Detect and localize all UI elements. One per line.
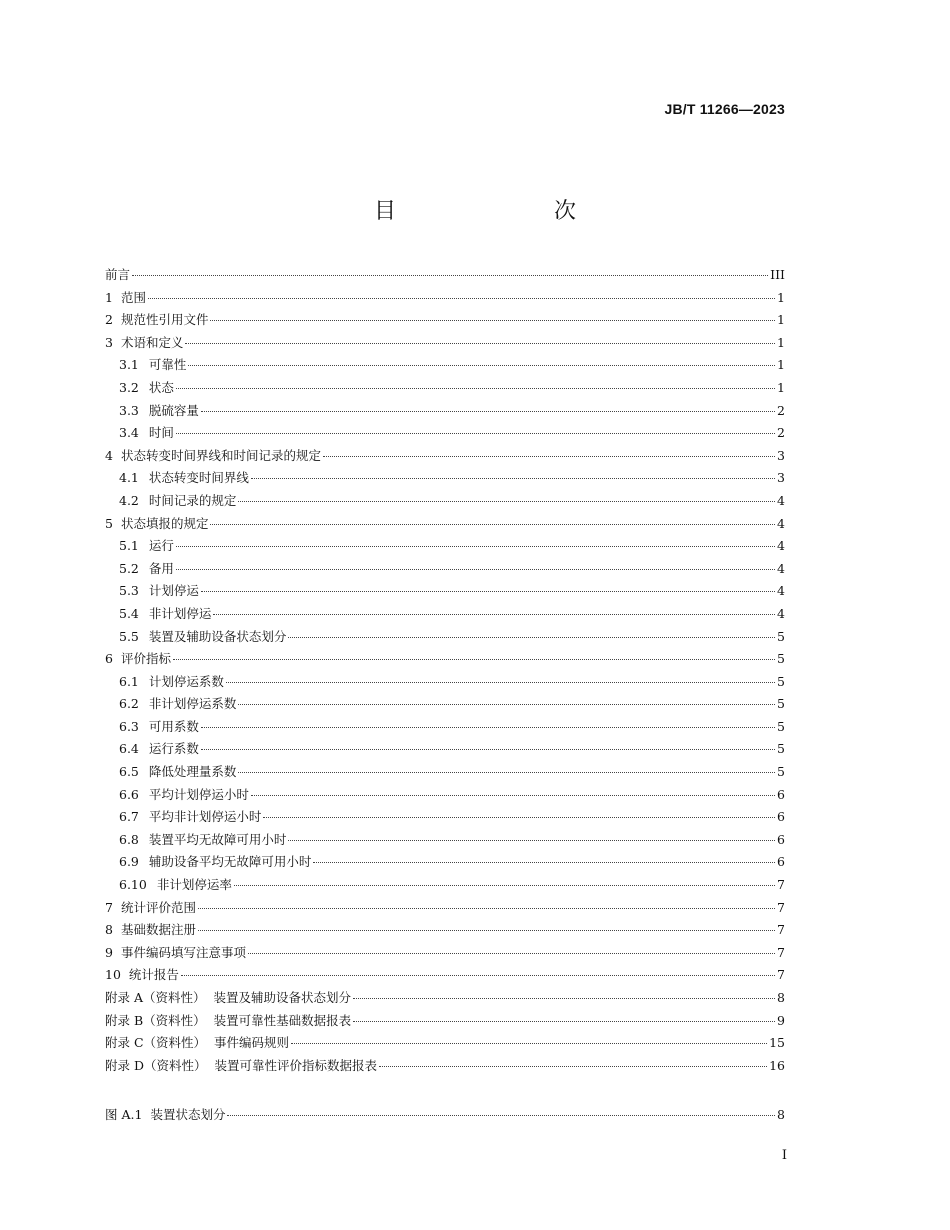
toc-entry-number: 6.9: [119, 854, 139, 870]
toc-entry-label: 辅助设备平均无故障可用小时: [148, 854, 312, 870]
toc-entry-number: 1: [105, 289, 113, 305]
toc-entry-page: 7: [777, 922, 785, 938]
toc-entry-page: 9: [777, 1012, 785, 1028]
toc-entry-label: 装置可靠性评价指标数据报表: [214, 1057, 378, 1073]
dot-leader: [251, 477, 775, 479]
toc-entry-page: 6: [777, 809, 785, 825]
toc-entry-label: 前言: [105, 267, 131, 282]
toc-entry[interactable]: [105, 1055, 785, 1078]
toc-entry-number: 2: [105, 312, 113, 328]
toc-entry-number: 3.1: [119, 357, 139, 373]
toc-entry[interactable]: [105, 851, 785, 874]
toc-entry[interactable]: [105, 354, 785, 377]
toc-entry-page: 3: [777, 447, 785, 463]
dot-leader: [201, 590, 775, 592]
toc-entry-label: 计划停运系数: [148, 673, 224, 689]
toc-entry[interactable]: [105, 580, 785, 603]
dot-leader: [248, 952, 775, 954]
toc-entry-number: 附录 B（资料性）: [105, 1012, 206, 1028]
toc-entry-label: 装置及辅助设备状态划分: [213, 990, 352, 1005]
toc-entry-label: 时间: [148, 425, 174, 441]
toc-entry-number: 6.10: [119, 877, 147, 893]
toc-entry[interactable]: [105, 1010, 785, 1033]
toc-entry-page: 7: [777, 877, 785, 893]
dot-leader: [176, 387, 775, 389]
toc-entry[interactable]: [105, 987, 785, 1010]
dot-leader: [323, 455, 775, 457]
toc-entry-number: 8: [105, 922, 113, 938]
toc-entry-number: 9: [105, 944, 113, 960]
toc-entry-page: 1: [777, 312, 785, 328]
dot-leader: [210, 319, 775, 321]
dot-leader: [201, 410, 775, 412]
table-of-contents: [105, 264, 785, 1077]
toc-entry[interactable]: [105, 287, 785, 310]
toc-entry-page: 2: [777, 425, 785, 441]
toc-entry-page: 8: [777, 1107, 785, 1122]
toc-entry[interactable]: [105, 806, 785, 829]
toc-entry-page: 5: [777, 628, 785, 644]
dot-leader: [132, 274, 768, 276]
page-number: I: [781, 1148, 787, 1163]
toc-entry-number: 3.2: [119, 379, 139, 395]
dot-leader: [251, 794, 775, 796]
dot-leader: [198, 907, 775, 909]
toc-entry-label: 平均非计划停运小时: [148, 809, 262, 825]
toc-entry-label: 范围: [120, 289, 146, 305]
toc-entry[interactable]: [105, 784, 785, 807]
toc-entry[interactable]: [105, 422, 785, 445]
toc-entry-page: 4: [777, 605, 785, 621]
toc-entry-page: 5: [777, 673, 785, 689]
toc-entry[interactable]: [105, 919, 785, 942]
dot-leader: [213, 613, 775, 615]
dot-leader: [176, 545, 775, 547]
toc-entry-number: 3.3: [119, 402, 139, 418]
toc-entry-number: 5.1: [119, 538, 139, 554]
dot-leader: [176, 568, 775, 570]
toc-entry-label: 可靠性: [148, 357, 187, 373]
toc-entry-page: 7: [777, 967, 785, 983]
toc-entry-label: 可用系数: [148, 718, 199, 734]
dot-leader: [227, 1114, 775, 1116]
toc-entry[interactable]: [105, 490, 785, 513]
toc-entry-page: 16: [769, 1057, 785, 1073]
toc-entry-label: 术语和定义: [120, 334, 184, 350]
toc-entry-number: 4.1: [119, 470, 139, 486]
toc-entry-page: 4: [777, 583, 785, 599]
toc-entry-page: 3: [777, 470, 785, 486]
toc-entry-page: 5: [777, 651, 785, 667]
toc-entry-label: 统计报告: [128, 967, 179, 983]
dot-leader: [313, 861, 775, 863]
toc-entry-label: 装置平均无故障可用小时: [148, 831, 287, 847]
dot-leader: [238, 500, 775, 502]
toc-entry[interactable]: [105, 874, 785, 897]
dot-leader: [173, 658, 775, 660]
toc-entry[interactable]: [105, 535, 785, 558]
toc-entry-number: 5: [105, 515, 113, 531]
toc-entry-number: 附录 D（资料性）: [105, 1057, 207, 1073]
toc-entry[interactable]: [105, 671, 785, 694]
toc-entry-label: 非计划停运: [148, 605, 212, 621]
toc-entry-label: 非计划停运率: [156, 877, 232, 893]
toc-entry-number: 3.4: [119, 425, 139, 441]
toc-entry-page: 6: [777, 831, 785, 847]
toc-entry[interactable]: [105, 626, 785, 649]
toc-entry-page: 1: [777, 379, 785, 395]
dot-leader: [288, 839, 775, 841]
dot-leader: [185, 342, 775, 344]
dot-leader: [353, 997, 775, 999]
toc-entry-label: 降低处理量系数: [148, 764, 237, 780]
toc-entry-page: 1: [777, 289, 785, 305]
toc-entry-page: 6: [777, 786, 785, 802]
toc-entry-number: 6.6: [119, 786, 139, 802]
toc-entry-page: 5: [777, 764, 785, 780]
toc-entry[interactable]: [105, 558, 785, 581]
toc-entry-page: 2: [777, 402, 785, 418]
toc-entry-number: 附录 A（资料性）: [105, 990, 206, 1005]
toc-entry[interactable]: [105, 964, 785, 987]
toc-entry-label: 时间记录的规定: [148, 492, 237, 508]
toc-entry-page: 1: [777, 334, 785, 350]
toc-entry[interactable]: [105, 942, 785, 965]
toc-entry-page: III: [770, 267, 785, 282]
toc-entry-number: 6.1: [119, 673, 139, 689]
toc-entry-number: 6.8: [119, 831, 139, 847]
dot-leader: [201, 726, 775, 728]
toc-entry-label: 评价指标: [120, 651, 171, 667]
dot-leader: [226, 681, 775, 683]
toc-entry-label: 平均计划停运小时: [148, 786, 249, 802]
toc-entry-label: 状态填报的规定: [120, 515, 209, 531]
toc-entry-label: 状态转变时间界线和时间记录的规定: [120, 447, 321, 463]
toc-entry-page: 5: [777, 696, 785, 712]
dot-leader: [238, 771, 775, 773]
toc-entry-label: 统计评价范围: [120, 899, 196, 915]
toc-entry-label: 脱硫容量: [148, 402, 199, 418]
toc-entry-number: 5.4: [119, 605, 139, 621]
dot-leader: [198, 929, 775, 931]
toc-entry-label: 状态转变时间界线: [148, 470, 249, 486]
toc-entry-label: 装置可靠性基础数据报表: [213, 1012, 352, 1028]
toc-entry[interactable]: [105, 716, 785, 739]
dot-leader: [148, 297, 775, 299]
dot-leader: [379, 1065, 767, 1067]
toc-entry-number: 10: [105, 967, 121, 983]
toc-entry[interactable]: [105, 264, 785, 287]
toc-entry-label: 基础数据注册: [120, 922, 196, 938]
toc-entry-label: 事件编码规则: [214, 1035, 290, 1051]
toc-entry-number: 6.5: [119, 764, 139, 780]
dot-leader: [176, 432, 775, 434]
toc-entry-number: 5.2: [119, 560, 139, 576]
toc-entry-label: 装置及辅助设备状态划分: [148, 628, 287, 644]
toc-entry-page: 4: [777, 515, 785, 531]
toc-entry-number: 附录 C（资料性）: [105, 1035, 207, 1051]
toc-entry-number: 6.7: [119, 809, 139, 825]
toc-entry-label: 装置状态划分: [150, 1107, 226, 1122]
toc-entry-page: 15: [769, 1035, 785, 1051]
toc-entry[interactable]: [105, 693, 785, 716]
toc-entry[interactable]: [105, 761, 785, 784]
toc-entry-number: 6.3: [119, 718, 139, 734]
toc-entry-page: 4: [777, 560, 785, 576]
toc-entry-number: 3: [105, 334, 113, 350]
toc-entry-number: 6.4: [119, 741, 139, 757]
toc-entry-number: 4: [105, 447, 113, 463]
dot-leader: [188, 364, 775, 366]
toc-entry-label: 状态: [148, 379, 174, 395]
toc-entry[interactable]: [105, 829, 785, 852]
toc-entry-page: 4: [777, 538, 785, 554]
toc-entry-number: 7: [105, 899, 113, 915]
toc-entry-page: 7: [777, 899, 785, 915]
dot-leader: [181, 974, 775, 976]
toc-entry-number: 6.2: [119, 696, 139, 712]
toc-entry[interactable]: [105, 603, 785, 626]
toc-entry-label: 备用: [148, 560, 174, 576]
dot-leader: [291, 1042, 767, 1044]
toc-entry-number: 6: [105, 651, 113, 667]
toc-entry-page: 7: [777, 944, 785, 960]
dot-leader: [210, 523, 775, 525]
figure-entry[interactable]: [105, 1104, 785, 1127]
page-title: 目 次: [373, 199, 614, 224]
toc-entry-number: 5.5: [119, 628, 139, 644]
toc-entry-number: 图 A.1: [105, 1107, 143, 1122]
toc-entry[interactable]: [105, 309, 785, 332]
toc-entry-page: 8: [777, 990, 785, 1005]
toc-entry[interactable]: [105, 513, 785, 536]
dot-leader: [238, 703, 775, 705]
toc-entry-label: 运行: [148, 538, 174, 554]
toc-entry[interactable]: [105, 738, 785, 761]
toc-entry-label: 事件编码填写注意事项: [120, 944, 246, 960]
toc-entry-number: 4.2: [119, 492, 139, 508]
toc-entry[interactable]: [105, 648, 785, 671]
toc-entry[interactable]: [105, 897, 785, 920]
dot-leader: [263, 816, 775, 818]
dot-leader: [201, 748, 775, 750]
toc-entry-number: 5.3: [119, 583, 139, 599]
toc-entry-page: 5: [777, 741, 785, 757]
dot-leader: [234, 884, 775, 886]
toc-entry-label: 运行系数: [148, 741, 199, 757]
toc-entry[interactable]: [105, 400, 785, 423]
toc-entry-page: 6: [777, 854, 785, 870]
dot-leader: [288, 636, 775, 638]
dot-leader: [353, 1020, 775, 1022]
toc-entry[interactable]: [105, 445, 785, 468]
toc-entry[interactable]: [105, 467, 785, 490]
toc-entry-page: 5: [777, 718, 785, 734]
toc-entry[interactable]: [105, 377, 785, 400]
toc-entry-page: 1: [777, 357, 785, 373]
document-code: JB/T 11266—2023: [664, 101, 785, 117]
toc-entry-label: 计划停运: [148, 583, 199, 599]
toc-entry[interactable]: [105, 332, 785, 355]
toc-entry-label: 非计划停运系数: [148, 696, 237, 712]
toc-entry-label: 规范性引用文件: [120, 312, 209, 328]
figure-list: [105, 1104, 785, 1127]
toc-entry-page: 4: [777, 492, 785, 508]
toc-entry[interactable]: [105, 1032, 785, 1055]
